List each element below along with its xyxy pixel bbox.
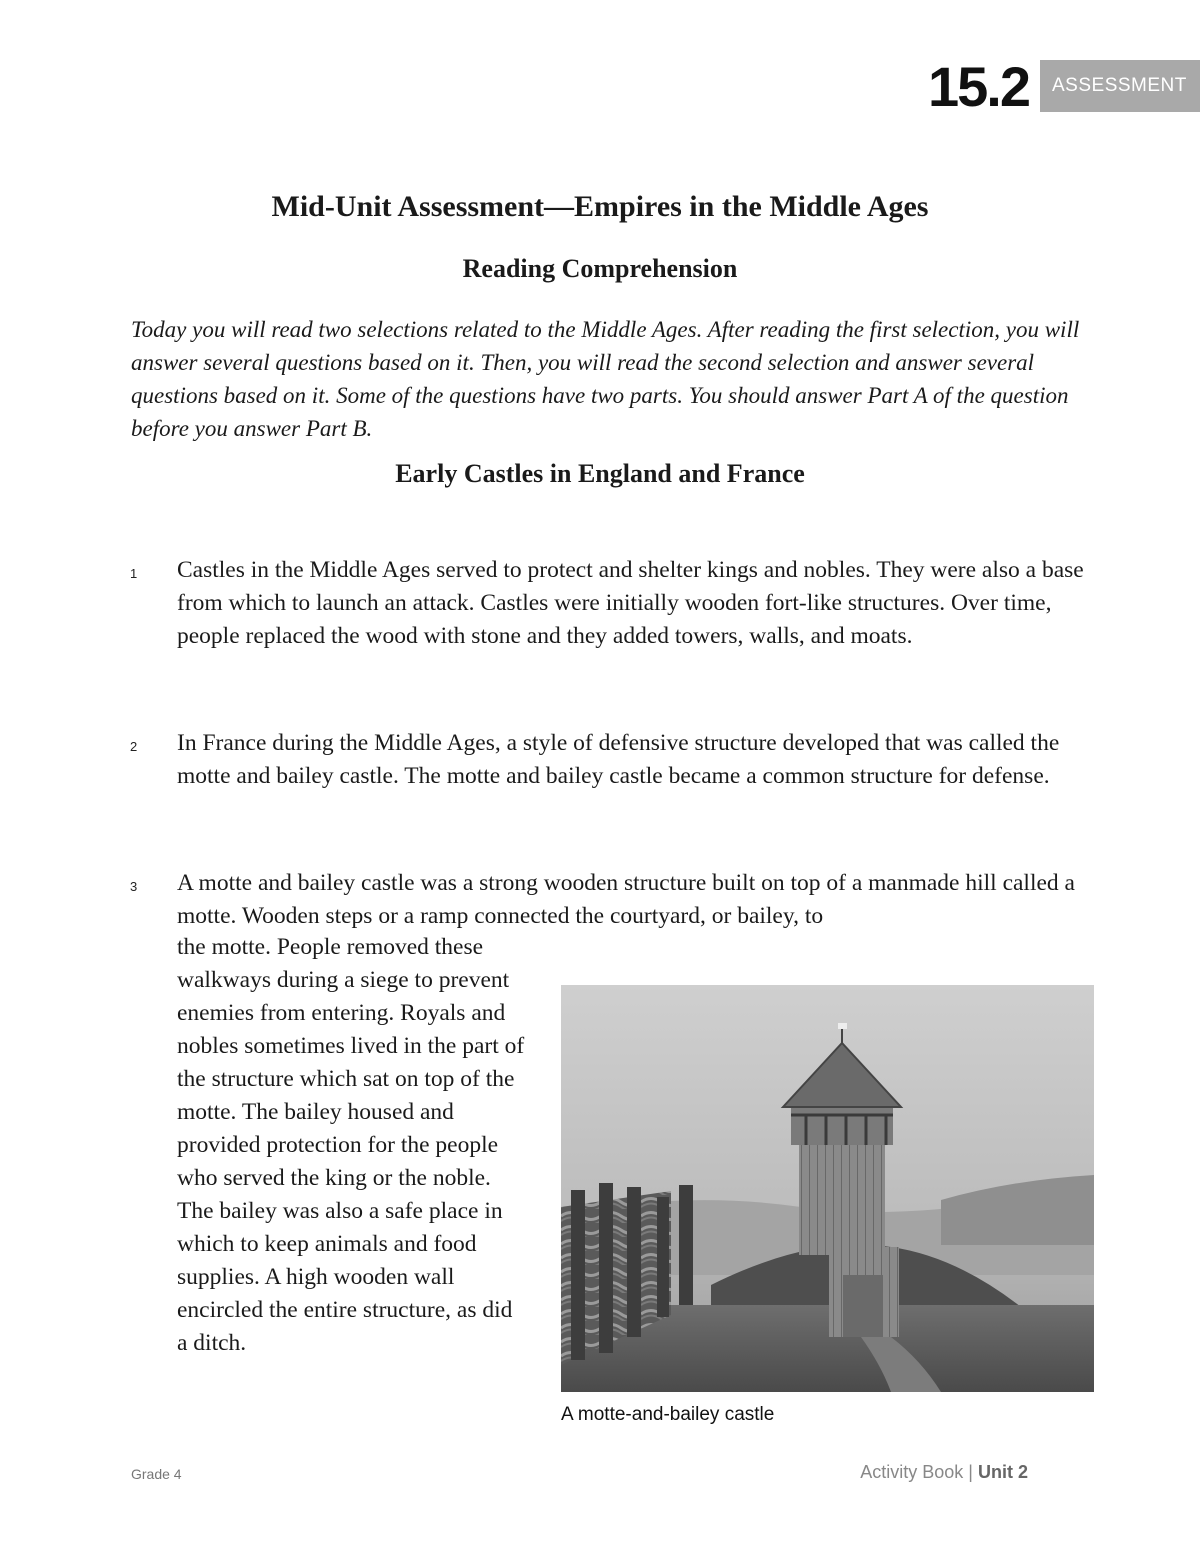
- paragraph-number: 1: [130, 566, 138, 581]
- paragraph-3-wrap: the motte. People removed these walkways during a siege to prevent enemies from entering. Royals and nobles sometimes lived in the part of the structure which sat on top of the motte. The bailey housed and provided protection for the people who served the king or the noble. The bailey was also a safe place in which to keep animals and food supplies. A high wooden wall encircled the entire structure, as did a ditch.: [177, 934, 525, 1356]
- lesson-number: 15.2: [928, 55, 1029, 118]
- section-subtitle: Reading Comprehension: [462, 254, 738, 283]
- paragraph-number: 2: [130, 739, 138, 754]
- paragraph-3-top: A motte and bailey castle was a strong wooden structure built on top of a manmade hill called a motte. Wooden steps or a ramp connected the courtyard, or bailey, to: [177, 870, 1075, 929]
- figure-caption: A motte-and-bailey castle: [561, 1404, 775, 1425]
- selection-title: Early Castles in England and France: [395, 459, 805, 488]
- castle-photo-image: [561, 985, 1094, 1392]
- footer-book-title: Activity Book: [860, 1462, 964, 1482]
- footer-separator: |: [963, 1462, 978, 1482]
- paragraph-number: 3: [130, 879, 138, 894]
- paragraph-2: In France during the Middle Ages, a style of defensive structure developed that was called the motte and bailey castle. The motte and bailey castle became a common structure for defense.: [177, 730, 1060, 789]
- paragraph-1: Castles in the Middle Ages served to protect and shelter kings and nobles. They were also a base from which to launch an attack. Castles were initially wooden fort-like structures. Over time, people replaced the wood with stone and they added towers, walls, and moats.: [177, 557, 1084, 649]
- castle-photo: [561, 985, 1094, 1392]
- assessment-tag: ASSESSMENT: [1040, 60, 1200, 112]
- page-title: Mid-Unit Assessment—Empires in the Middle Ages: [271, 190, 929, 223]
- footer-unit: Unit 2: [977, 1462, 1028, 1482]
- intro-instructions: Today you will read two selections related to the Middle Ages. After reading the first selection, you will answer several questions based on it. Then, you will read the second selection and answer several questions based on it. Some of the questions have two parts. You should answer Part A of the question before you answer Part B.: [131, 317, 1080, 441]
- footer-book-info: [860, 1462, 1028, 1483]
- footer-grade: Grade 4: [131, 1466, 182, 1482]
